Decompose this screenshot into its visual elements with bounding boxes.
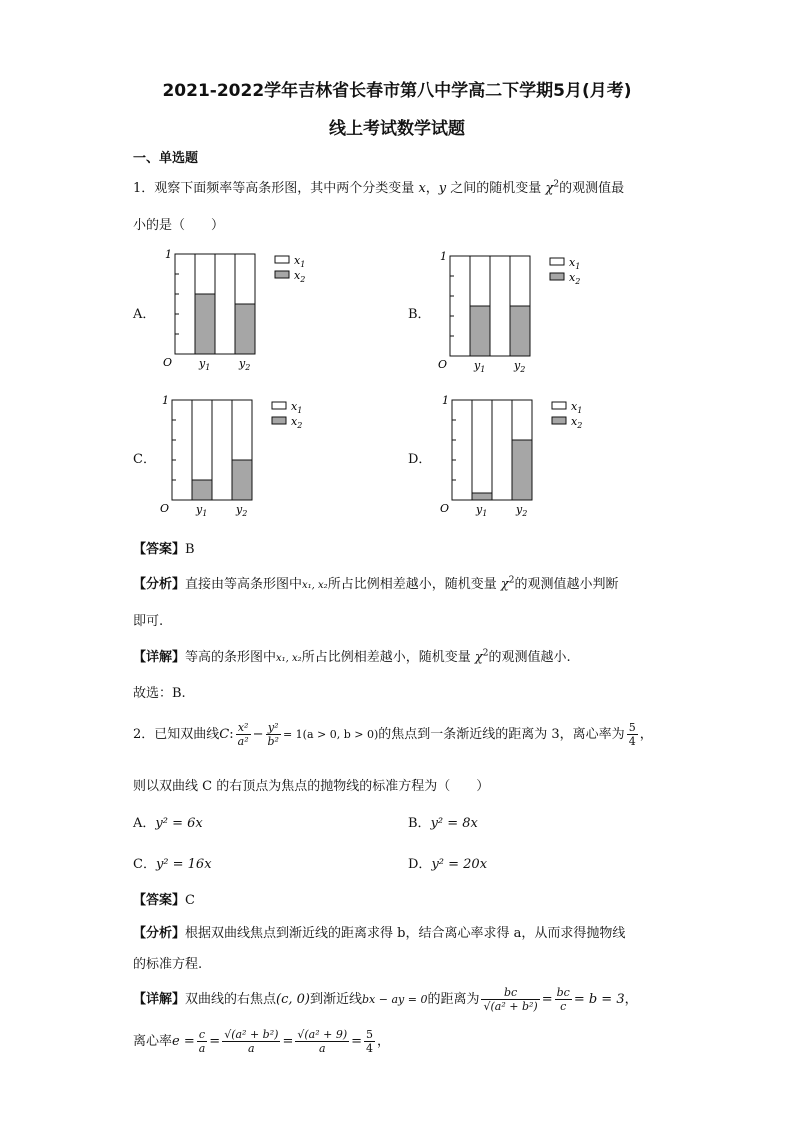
- q1-detail: [133, 646, 571, 665]
- answer-tag: 【答案】: [133, 542, 186, 557]
- detail-chi: χ: [474, 650, 483, 665]
- chart-svg: [437, 390, 612, 520]
- q2-option-c: C．y² = 16x: [133, 857, 212, 872]
- category-subscript: 1: [480, 365, 486, 374]
- y-tick-label: 1: [165, 248, 172, 261]
- analysis-vars: x₁, x₂: [302, 580, 328, 591]
- detail-asymptote: bx − ay = 0: [362, 993, 428, 1006]
- analysis-chi: χ: [500, 577, 509, 592]
- category-label: $y_2$: [239, 357, 251, 372]
- page-subtitle: 线上考试数学试题: [329, 119, 465, 139]
- category-subscript: 2: [520, 365, 526, 374]
- analysis-text-c: 的观测值越小判断: [514, 577, 619, 592]
- legend-subscript: 2: [297, 421, 303, 430]
- ecc-frac-4: $\frac{5}{4}$: [366, 1028, 374, 1055]
- q2-analysis-line1: [133, 922, 625, 941]
- q1-option-d-label: D．: [408, 452, 432, 467]
- origin-label: O: [160, 502, 170, 515]
- category-subscript: 2: [242, 509, 248, 518]
- detail-tag: 【详解】: [133, 992, 186, 1007]
- legend-label: $x_2$: [571, 415, 583, 430]
- analysis-text-a: 直接由等高条形图中: [185, 577, 303, 592]
- q2-frac-x: $\frac{\text{x²}}{\text{a²}}$: [237, 721, 249, 748]
- legend-subscript: 1: [300, 260, 306, 269]
- bar-x1: [472, 400, 492, 500]
- legend-label: $x_2$: [294, 269, 306, 284]
- legend-label: $x_1$: [291, 400, 303, 415]
- category-label: $y_1$: [476, 503, 488, 518]
- q1-stem-line1: [133, 177, 624, 196]
- q1-stem-b: 之间的随机变量: [450, 181, 542, 196]
- legend-label: $x_1$: [569, 256, 581, 271]
- q1-chi: χ: [545, 181, 554, 196]
- q2-stem-line2: 则以双曲线 C 的右顶点为焦点的抛物线的标准方程为（ ）: [133, 779, 490, 794]
- ecc-label: 离心率: [133, 1034, 173, 1049]
- detail-text-c: 的距离为: [427, 992, 480, 1007]
- legend-swatch: [275, 256, 289, 263]
- analysis-text: 根据双曲线焦点到渐近线的距离求得 b，结合离心率求得 a，从而求得抛物线: [185, 926, 626, 941]
- category-label: $y_1$: [199, 357, 211, 372]
- q2-option-b: B．y² = 8x: [408, 816, 478, 831]
- bar-x2: [512, 440, 532, 500]
- q1-analysis-line2: 即可.: [133, 614, 164, 629]
- ecc-frac-3: $\frac{\text{√(a² + 9)}}{a}$: [297, 1028, 348, 1055]
- q1-stem-c: 的观测值最: [559, 181, 625, 196]
- bar-x2: [195, 294, 215, 354]
- origin-label: O: [440, 502, 450, 515]
- chart-svg: [435, 246, 610, 376]
- answer-tag: 【答案】: [133, 893, 186, 908]
- q1-choose: 故选：B.: [133, 686, 186, 701]
- legend-swatch: [272, 417, 286, 424]
- detail-tag: 【详解】: [133, 650, 186, 665]
- chart-svg: [160, 244, 335, 374]
- category-subscript: 1: [482, 509, 488, 518]
- legend-subscript: 2: [300, 275, 306, 284]
- detail-frac-2: $\frac{bc}{c}$: [556, 986, 570, 1013]
- legend-swatch: [550, 273, 564, 280]
- chart-svg: [157, 390, 332, 520]
- q2-stem-c: ，: [639, 727, 653, 742]
- legend-subscript: 1: [297, 406, 303, 415]
- bar-x2: [510, 306, 530, 356]
- chart-option-b: [435, 246, 610, 380]
- q1-stem-a: 观察下面频率等高条形图，其中两个分类变量: [154, 181, 415, 196]
- detail-chi-sq: 2: [482, 648, 489, 659]
- legend-label: $x_2$: [569, 271, 581, 286]
- origin-label: O: [163, 356, 173, 369]
- category-label: $y_2$: [516, 503, 528, 518]
- chart-option-c: [157, 390, 332, 524]
- q2-option-a: A．y² = 6x: [133, 816, 203, 831]
- ecc-frac-2: $\frac{\text{√(a² + b²)}}{a}$: [224, 1028, 279, 1055]
- category-label: $y_1$: [196, 503, 208, 518]
- legend-label: $x_1$: [294, 254, 306, 269]
- category-label: $y_1$: [474, 359, 486, 374]
- q2-eq-cond: = 1(a > 0, b > 0): [282, 728, 379, 741]
- section-heading: 一、单选题: [133, 151, 199, 166]
- q1-sep: ，: [425, 181, 439, 196]
- category-subscript: 1: [202, 509, 208, 518]
- legend-label: $x_2$: [291, 415, 303, 430]
- ecc-e: e =: [172, 1034, 195, 1049]
- q1-var-x: x: [418, 181, 426, 196]
- q2-detail-line1: 【详解】双曲线的右焦点(c, 0)到渐近线bx − ay = 0的距离为 $\frac{bc}{\text{√(a² + b²)}}$ = $\frac{bc}{c}$ = b = 3，: [133, 986, 638, 1013]
- chart-option-a: [160, 244, 335, 378]
- q2-stem-a: 已知双曲线: [154, 727, 220, 742]
- detail-text-c: 的观测值越小.: [488, 650, 571, 665]
- bar-x2: [235, 304, 255, 354]
- q1-answer: [133, 538, 195, 557]
- q2-stem-b: 的焦点到一条渐近线的距离为 3，离心率为: [378, 727, 625, 742]
- y-tick-label: 1: [162, 394, 169, 407]
- legend-swatch: [550, 258, 564, 265]
- legend-swatch: [552, 417, 566, 424]
- q1-chi-sq: 2: [553, 179, 560, 190]
- legend-subscript: 1: [577, 406, 583, 415]
- detail-frac-1: $\frac{bc}{\text{√(a² + b²)}}$: [483, 986, 538, 1013]
- y-tick-label: 1: [440, 250, 447, 263]
- bar-x2: [470, 306, 490, 356]
- q1-option-a-label: A．: [133, 307, 156, 322]
- q1-var-y: y: [438, 181, 447, 196]
- legend-subscript: 2: [577, 421, 583, 430]
- q1-option-b-label: B．: [408, 307, 431, 322]
- detail-text-a: 双曲线的右焦点: [185, 992, 277, 1007]
- analysis-tag: 【分析】: [133, 577, 186, 592]
- q1-analysis-line1: [133, 573, 618, 592]
- ecc-frac-1: $\frac{c}{a}$: [198, 1028, 206, 1055]
- q1-number: 1．: [133, 181, 155, 196]
- q2-analysis-line2: 的标准方程.: [133, 957, 203, 972]
- answer-value: C: [185, 893, 195, 908]
- q1-stem-line2: 小的是（ ）: [133, 218, 225, 233]
- analysis-text-b: 所占比例相差越小，随机变量: [327, 577, 497, 592]
- legend-swatch: [275, 271, 289, 278]
- q2-option-d: D．y² = 20x: [408, 857, 488, 872]
- q2-stem-line1: 2．已知双曲线C: $\frac{\text{x²}}{\text{a²}}$ − $\frac{\text{y²}}{\text{b²}}$ = 1(a > 0, b > 0)的焦点到一条渐近线的距离为 3，离心率为 $\frac{5}{4}$ ，: [133, 721, 653, 748]
- legend-swatch: [272, 402, 286, 409]
- answer-value: B: [185, 542, 195, 557]
- analysis-tag: 【分析】: [133, 926, 186, 941]
- q2-eccentricity: $\frac{5}{4}$: [628, 721, 636, 748]
- category-label: $y_2$: [514, 359, 526, 374]
- legend-subscript: 2: [575, 277, 581, 286]
- page-title: 2021-2022学年吉林省长春市第八中学高二下学期5月(月考): [162, 81, 632, 101]
- q2-curve: C: [219, 727, 230, 742]
- q2-frac-y: $\frac{\text{y²}}{\text{b²}}$: [267, 721, 279, 748]
- detail-text-b: 所占比例相差越小，随机变量: [301, 650, 471, 665]
- legend-swatch: [552, 402, 566, 409]
- detail-text-b: 到渐近线: [310, 992, 363, 1007]
- q2-answer: [133, 889, 195, 908]
- category-subscript: 2: [245, 363, 251, 372]
- origin-label: O: [438, 358, 448, 371]
- detail-text-a: 等高的条形图中: [185, 650, 277, 665]
- chart-option-d: [437, 390, 612, 524]
- detail-tail: = b = 3: [573, 992, 625, 1007]
- bar-x2: [192, 480, 212, 500]
- legend-subscript: 1: [575, 262, 581, 271]
- q2-number: 2．: [133, 727, 155, 742]
- bar-x2: [472, 493, 492, 500]
- bar-x2: [232, 460, 252, 500]
- category-subscript: 1: [205, 363, 211, 372]
- y-tick-label: 1: [442, 394, 449, 407]
- q1-option-c-label: C．: [133, 452, 156, 467]
- analysis-chi-sq: 2: [508, 575, 515, 586]
- q2-detail-line2: 离心率e = $\frac{c}{a}$ = $\frac{\text{√(a² + b²)}}{a}$ = $\frac{\text{√(a² + 9)}}{a}$ = $\frac{5}{4}$ ，: [133, 1028, 391, 1055]
- detail-point: (c, 0): [276, 992, 310, 1007]
- category-subscript: 2: [522, 509, 528, 518]
- detail-vars: x₁, x₂: [276, 653, 302, 664]
- category-label: $y_2$: [236, 503, 248, 518]
- legend-label: $x_1$: [571, 400, 583, 415]
